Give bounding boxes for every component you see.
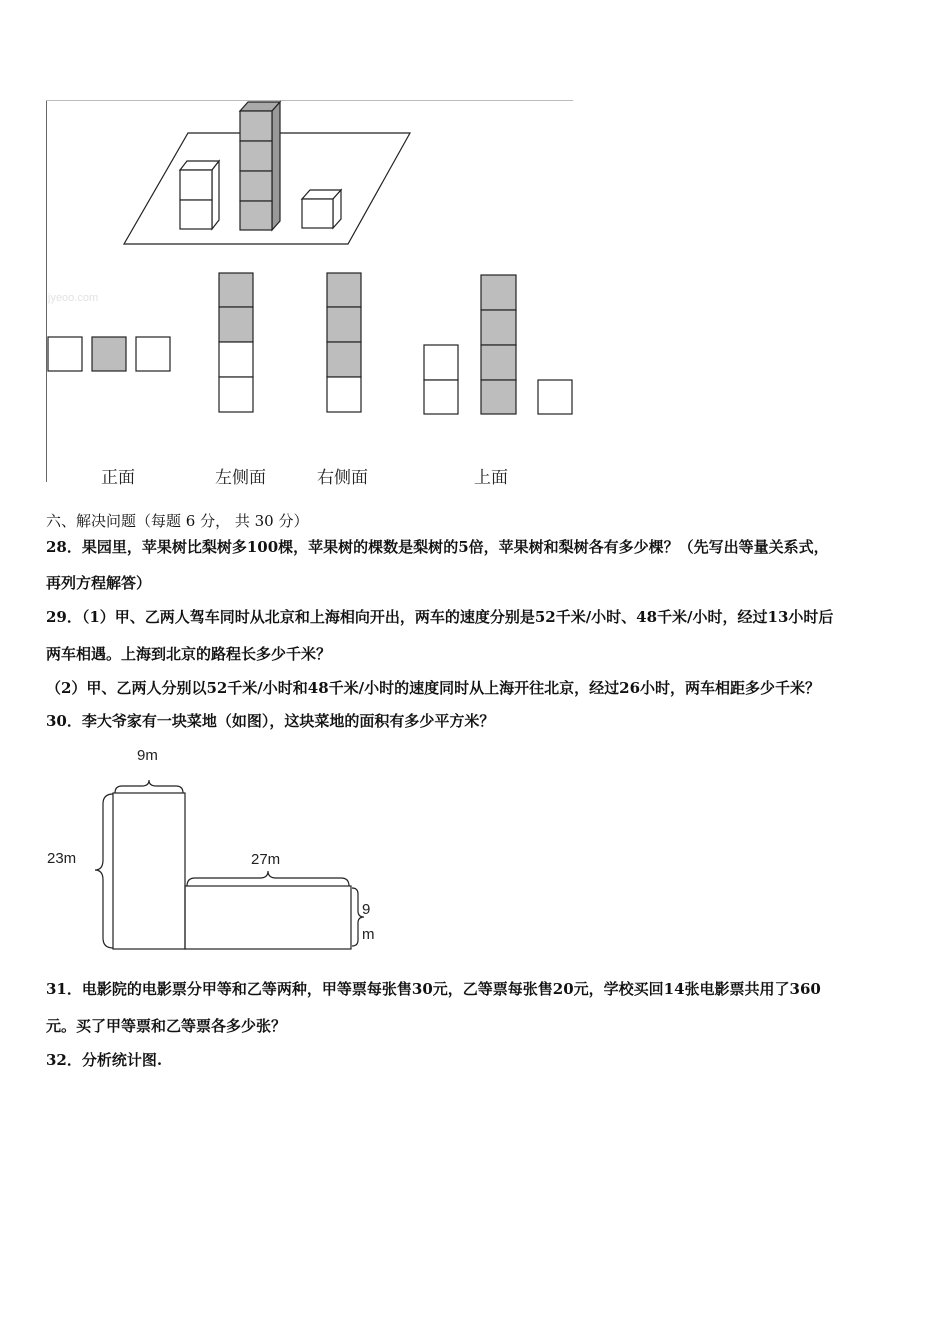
question-29-line1: 29．（1）甲、乙两人驾车同时从北京和上海相向开出，两车的速度分别是52千米/小时、48千米/小时，经过13小时后 [46,608,834,626]
brace-top [115,780,183,793]
cube-views-figure [0,0,950,500]
caption-right-side: 右侧面 [317,468,368,488]
left-side-view [219,273,253,412]
white-cube-stack [180,161,219,229]
dimension-bottom-width: 27m [251,851,281,868]
caption-front: 正面 [101,468,135,488]
question-29-line2: 两车相遇。上海到北京的路程长多少千米？ [46,645,332,663]
brace-left [95,794,113,948]
plot-tall-rect [113,793,185,949]
front-view [48,337,170,371]
caption-left-side: 左侧面 [215,468,266,488]
brace-bottom-width [187,871,349,886]
dimension-top-width: 9m [137,747,158,764]
question-31-line1: 31．电影院的电影票分甲等和乙等两种，甲等票每张售30元，乙等票每张售20元，学校买回14张电影票共用了360 [46,980,821,998]
question-28-line2: 再列方程解答） [46,574,152,592]
question-30-line1: 30．李大爷家有一块菜地（如图），这块菜地的面积有多少平方米？ [46,712,495,730]
question-28-line1: 28．果园里，苹果树比梨树多100棵，苹果树的棵数是梨树的5倍，苹果树和梨树各有多少棵？（先写出等量关系式， [46,538,829,556]
plot-wide-rect [185,886,351,949]
caption-top: 上面 [474,468,508,488]
dimension-right-height-unit: m [362,926,375,943]
question-29-line3: （2）甲、乙两人分别以52千米/小时和48千米/小时的速度同时从上海开往北京，经过26小时，两车相距多少千米？ [46,679,821,697]
single-cube [302,190,341,228]
top-view [424,275,572,414]
right-side-view [327,273,361,412]
gray-cube-tower [240,102,280,230]
section-heading: 六、解决问题（每题 6 分， 共 30 分） [46,512,309,530]
dimension-left-height: 23m [47,850,77,867]
watermark: jyeoo.com [48,292,99,304]
question-32-line1: 32．分析统计图. [46,1051,163,1069]
dimension-right-height-number: 9 [362,901,371,918]
question-31-line2: 元。买了甲等票和乙等票各多少张？ [46,1017,287,1035]
